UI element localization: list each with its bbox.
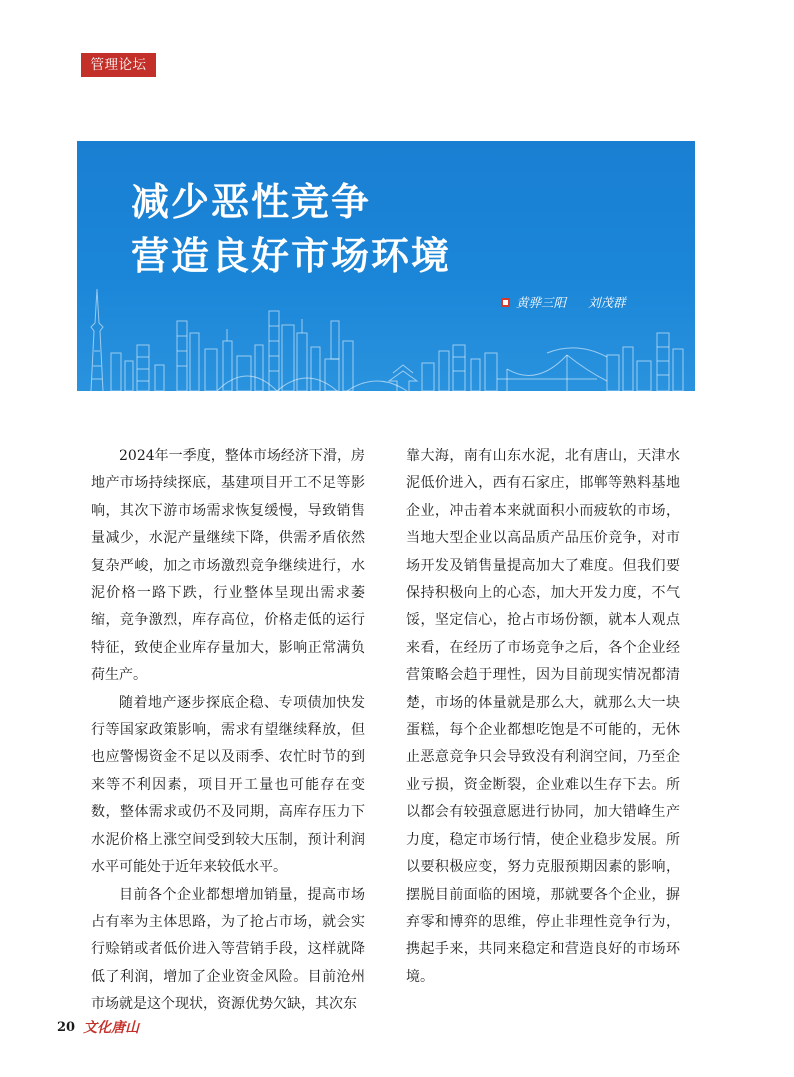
- title-line-2: 营造良好市场环境: [131, 233, 452, 278]
- section-tag: 管理论坛: [81, 53, 156, 77]
- author-1: 黄骅三阳: [516, 295, 567, 310]
- title-line-1: 减少恶性竞争: [131, 179, 372, 224]
- byline-square-icon: [501, 298, 510, 307]
- page-number: 20: [57, 1019, 76, 1035]
- body-column-right: [406, 443, 680, 991]
- author-2: 刘茂群: [588, 295, 626, 310]
- paragraph: 目前各个企业都想增加销量，提高市场占有率为主体思路，为了抢占市场，就会实行赊销或者低价进入等营销手段，这样就降低了利润，增加了企业资金风险。目前沧州市场就是这个现状，资源优势欠缺，其次东: [91, 886, 365, 1013]
- publication-logo: 文化唐山: [83, 1020, 140, 1036]
- paragraph: 靠大海，南有山东水泥，北有唐山，天津水泥低价进入，西有石家庄，邯郸等熟料基地企业，冲击着本来就面积小而疲软的市场，当地大型企业以高品质产品压价竞争，对市场开发及销售量提高加大了难度。但我们要保持积极向上的心态，加大开发力度，不气馁，坚定信心，抢占市场份额，就本人观点来看，在经历了市场竞争之后，各个企业经营策略会趋于理性，因为目前现实情况都清楚，市场的体量就是那么大，就那么大一块蛋糕，每个企业都想吃饱是不可能的，无休止恶意竞争只会导致没有利润空间，乃至企业亏损，资金断裂，企业难以生存下去。所以都会有较强意愿进行协同，加大错峰生产力度，稳定市场行情，使企业稳步发展。所以要积极应变，努力克服预期因素的影响，摆脱目前面临的困境，那就要各个企业，摒弃零和博弈的思维，停止非理性竞争行为，携起手来，共同来稳定和营造良好的市场环境。: [406, 448, 680, 985]
- author-byline: [501, 293, 626, 311]
- article-banner: [77, 141, 695, 391]
- paragraph: 2024年一季度，整体市场经济下滑，房地产市场持续探底，基建项目开工不足等影响，其次下游市场需求恢复缓慢，导致销售量减少，水泥产量继续下降，供需矛盾依然复杂严峻，加之市场激烈竞争继续进行，水泥价格一路下跌，行业整体呈现出需求萎缩，竞争激烈，库存高位，价格走低的运行特征，致使企业库存量加大，影响正常满负荷生产。: [91, 448, 365, 684]
- page-footer: [57, 1017, 139, 1037]
- article-title: [131, 175, 451, 283]
- body-column-left: [91, 443, 365, 1019]
- paragraph: 随着地产逐步探底企稳、专项债加快发行等国家政策影响，需求有望继续释放，但也应警惕资金不足以及雨季、农忙时节的到来等不利因素，项目开工量也可能存在变数，整体需求或仍不及同期，高库存压力下水泥价格上涨空间受到较大压制，预计利润水平可能处于近年来较低水平。: [91, 694, 365, 876]
